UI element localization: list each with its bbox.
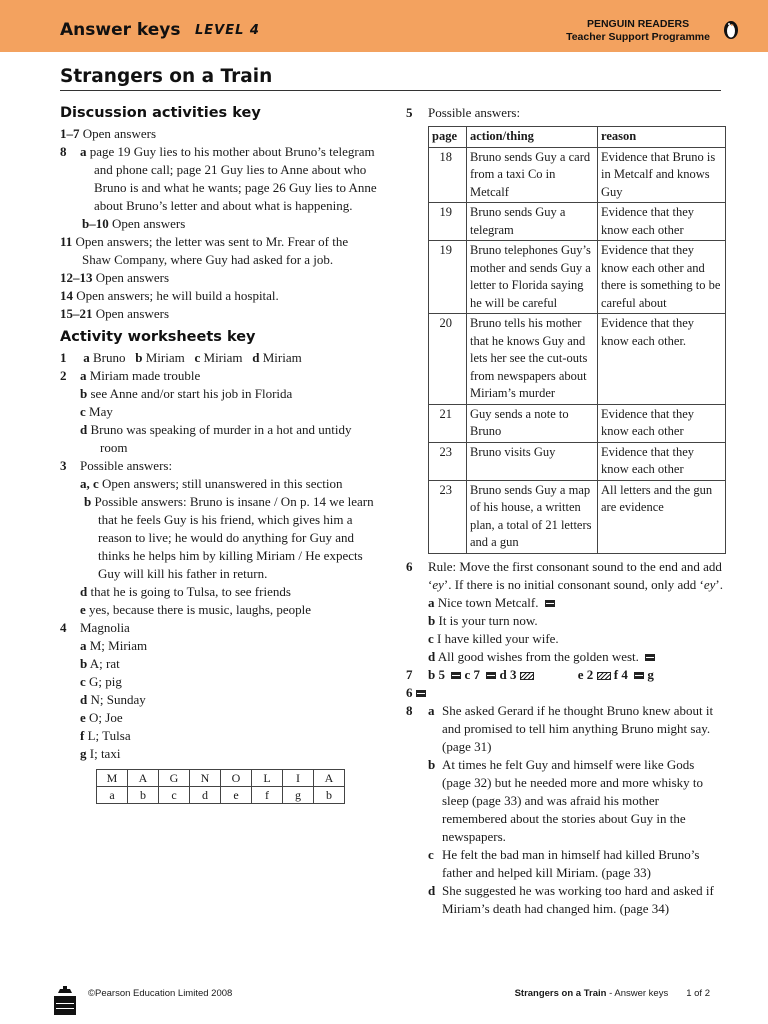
table-cell-action: Bruno telephones Guy’s mother and sends Guy a letter to Florida saying he will be careful: [467, 241, 598, 314]
table-row: [429, 147, 726, 203]
discussion-item: 14 Open answers; he will build a hospital.: [60, 288, 279, 303]
list-item: e O; Joe: [80, 710, 123, 725]
discussion-item: 1–7 Open answers: [60, 126, 157, 141]
left-column: [60, 104, 380, 804]
list-item: a M; Miriam: [80, 638, 148, 653]
grid-cell: A: [128, 770, 159, 787]
list-item: b A; rat: [80, 656, 120, 671]
page-title: Strangers on a Train: [60, 66, 273, 87]
grid-cell: d: [190, 787, 221, 804]
table-cell-action: Bruno sends Guy a card from a taxi Co in Metcalf: [467, 147, 598, 203]
table-header-cell: page: [429, 127, 467, 148]
table-cell-reason: Evidence that Bruno is in Metcalf and knows Guy: [598, 147, 726, 203]
ticket-icon: [634, 672, 644, 679]
grid-cell: b: [128, 787, 159, 804]
grid-cell: a: [97, 787, 128, 804]
grid-row-letters: [97, 770, 345, 787]
grid-cell: b: [314, 787, 345, 804]
table-cell-reason: Evidence that they know each other and there is something to be careful about: [598, 241, 726, 314]
grid-cell: L: [252, 770, 283, 787]
header-bar: [0, 0, 768, 52]
grid-row-keys: [97, 787, 345, 804]
table-row: [429, 203, 726, 241]
ticket-icon: [645, 654, 655, 661]
discussion-item: b–10 Open answers: [82, 216, 186, 231]
grid-cell: G: [159, 770, 190, 787]
worksheet-item: 2 a Miriam made trouble: [60, 368, 201, 383]
list-item: d N; Sunday: [80, 692, 146, 707]
worksheet-item: c I have killed your wife.: [428, 630, 559, 646]
table-cell-action: Bruno visits Guy: [467, 442, 598, 480]
table-body: [429, 147, 726, 553]
evidence-table: [428, 126, 726, 554]
table-row: [429, 404, 726, 442]
table-cell-reason: Evidence that they know each other: [598, 404, 726, 442]
ticket-icon: [416, 690, 426, 697]
grid-cell: g: [283, 787, 314, 804]
worksheet-item: d Bruno was speaking of murder in a hot and untidy room: [80, 422, 352, 455]
grid-cell: O: [221, 770, 252, 787]
worksheet-item: 4 Magnolia: [60, 620, 130, 635]
title-divider: [60, 90, 721, 91]
ticket-icon: [486, 672, 496, 679]
penguin-logo-icon: [722, 18, 740, 40]
page-number: 1 of 2: [686, 988, 710, 999]
copyright: ©Pearson Education Limited 2008: [88, 988, 233, 999]
worksheet-item: a Nice town Metcalf.: [406, 594, 724, 612]
list-item: c G; pig: [80, 674, 122, 689]
table-cell-page: 23: [429, 480, 467, 553]
publisher-block: [566, 18, 710, 43]
worksheet-item: e yes, because there is music, laughs, people: [80, 602, 312, 617]
page-footer: [0, 980, 768, 1024]
answer-keys-label: Answer keys: [60, 20, 181, 40]
grid-cell: c: [159, 787, 190, 804]
worksheet-item: 6 Rule: Move the first consonant sound to the end and add ‘ey’. If there is no initial consonant sound, only add ‘ey’.: [406, 558, 723, 592]
table-cell-reason: Evidence that they know each other.: [598, 314, 726, 405]
worksheet-item: 7 b 5 c 7 d 3 e 2 f 4 g: [406, 666, 654, 682]
table-row: [429, 314, 726, 405]
table-cell-page: 18: [429, 147, 467, 203]
publisher-name: PENGUIN READERS: [586, 18, 690, 30]
ticket-icon: [545, 600, 555, 607]
grid-cell: A: [314, 770, 345, 787]
pearson-longman-logo-icon: [52, 985, 78, 1017]
worksheet-item: b Possible answers: Bruno is insane / On p. 14 we learn that he feels Guy is his friend, which gives him a reason to live; he would do anything for Guy and thinks he helps him by killing Miriam / He expects Guy will kill his father in return.: [84, 494, 374, 581]
discussion-item: 11 Open answers; the letter was sent to Mr. Frear of the Shaw Company, where Guy had asked for a job.: [60, 234, 349, 267]
grid-cell: f: [252, 787, 283, 804]
worksheet-item: c He felt the bad man in himself had killed Bruno’s father and helped kill Miriam. (page 33): [428, 846, 700, 880]
worksheet-item: d that he is going to Tulsa, to see friends: [80, 584, 291, 599]
grid-cell: N: [190, 770, 221, 787]
worksheet-item: b It is your turn now.: [428, 612, 538, 628]
table-cell-action: Bruno sends Guy a telegram: [467, 203, 598, 241]
worksheet-item: 6: [406, 684, 724, 702]
worksheet-item: 3 Possible answers:: [60, 458, 173, 473]
table-header-row: [429, 127, 726, 148]
magnolia-list: [60, 637, 380, 763]
crossed-icon: [597, 672, 611, 680]
grid-cell: e: [221, 787, 252, 804]
list-item: g I; taxi: [80, 746, 121, 761]
table-cell-reason: All letters and the gun are evidence: [598, 480, 726, 553]
footer-book: Strangers on a Train - Answer keys 1 of 2: [514, 988, 710, 999]
crossed-icon: [520, 672, 534, 680]
table-cell-action: Bruno sends Guy a map of his house, a written plan, a total of 21 letters and a gun: [467, 480, 598, 553]
table-row: [429, 241, 726, 314]
table-cell-reason: Evidence that they know each other: [598, 442, 726, 480]
discussion-heading: Discussion activities key: [60, 105, 261, 121]
ticket-icon: [451, 672, 461, 679]
magnolia-grid: [96, 769, 345, 804]
discussion-item: 15–21 Open answers: [60, 306, 170, 321]
table-cell-page: 19: [429, 203, 467, 241]
worksheet-item: b see Anne and/or start his job in Florida: [80, 386, 293, 401]
table-cell-reason: Evidence that they know each other: [598, 203, 726, 241]
worksheet-item: 8 a She asked Gerard if he thought Bruno knew about it and promised to tell him anything Bruno might say. (page 31): [406, 702, 714, 754]
table-row: [429, 442, 726, 480]
worksheet-item: 5 Possible answers:: [406, 105, 521, 120]
table-row: [429, 480, 726, 553]
level-label: LEVEL 4: [195, 23, 260, 38]
table-cell-page: 23: [429, 442, 467, 480]
worksheet-item: 1 a Bruno b Miriam c Miriam d Miriam: [60, 350, 302, 365]
table-cell-page: 19: [429, 241, 467, 314]
right-column: [406, 104, 724, 918]
table-cell-action: Guy sends a note to Bruno: [467, 404, 598, 442]
grid-cell: I: [283, 770, 314, 787]
list-item: f L; Tulsa: [80, 728, 131, 743]
grid-cell: M: [97, 770, 128, 787]
table-cell-page: 21: [429, 404, 467, 442]
table-cell-action: Bruno tells his mother that he knows Guy and lets her see the cut-outs from newspapers about Miriam’s murder: [467, 314, 598, 405]
worksheet-item: c May: [80, 404, 113, 419]
worksheet-item: a, c Open answers; still unanswered in this section: [80, 476, 343, 491]
discussion-item: 8 a page 19 Guy lies to his mother about Bruno’s telegram and phone call; page 21 Guy lies to Anne about who Bruno is and what he wants; page 26 Guy lies to Anne about Bruno’s letter and about what is happening.: [60, 144, 377, 213]
table-header-cell: action/thing: [467, 127, 598, 148]
worksheet-item: d She suggested he was working too hard and asked if Miriam’s death had changed him. (page 34): [428, 882, 714, 916]
worksheet-item: b At times he felt Guy and himself were like Gods (page 32) but he needed more and more whisky to sleep (page 33) and was afraid his mother remembered about the stories about Guy in the newspapers.: [428, 756, 704, 844]
discussion-item: 12–13 Open answers: [60, 270, 170, 285]
programme-name: Teacher Support Programme: [566, 31, 710, 43]
table-cell-page: 20: [429, 314, 467, 405]
table-header-cell: reason: [598, 127, 726, 148]
worksheets-heading: Activity worksheets key: [60, 329, 256, 345]
worksheet-item: d All good wishes from the golden west.: [406, 648, 724, 666]
